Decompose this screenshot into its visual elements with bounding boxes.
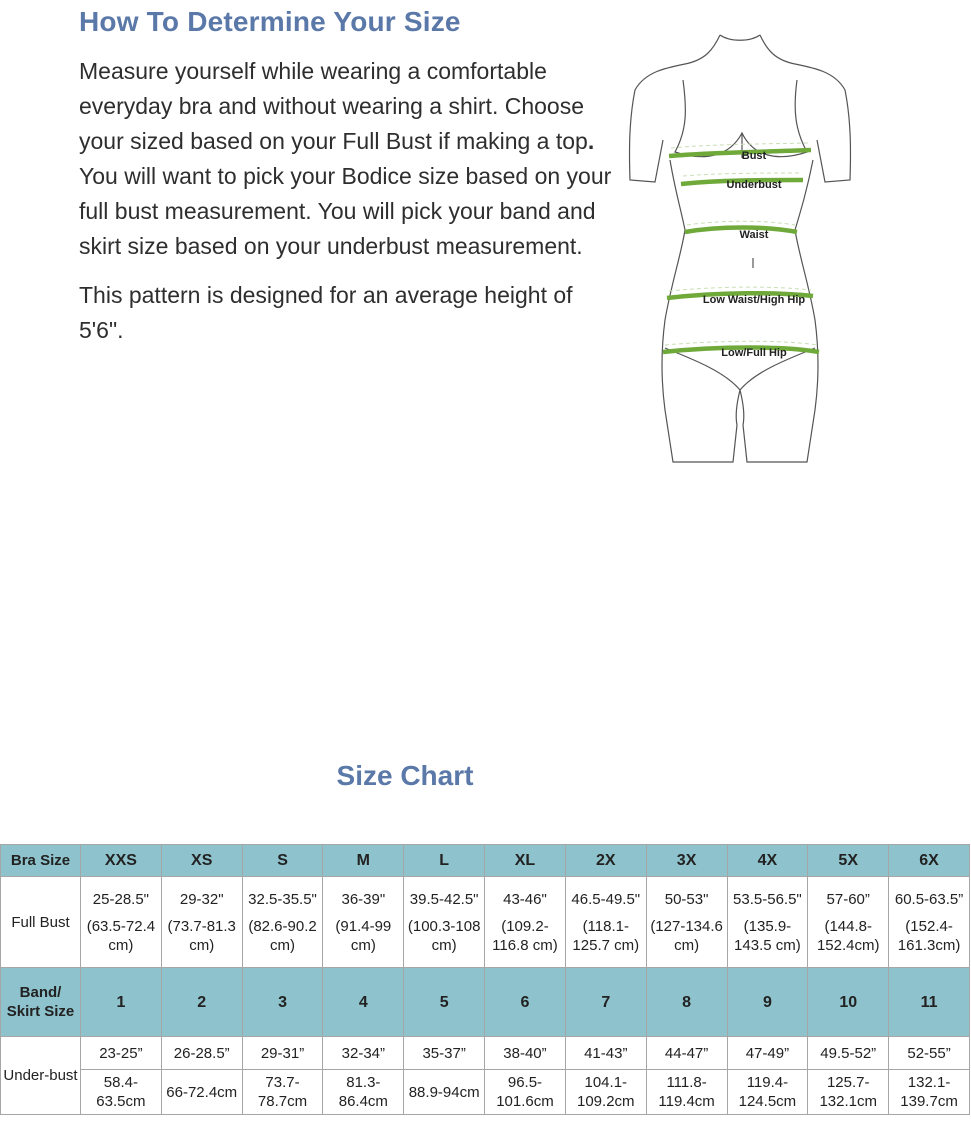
intro-text-part: Measure yourself while wearing a comfortable everyday bra and without wearing a shirt. Choose your sized based on your Full Bust if making a top xyxy=(79,58,588,154)
underbust-inches-cell: 32-34” xyxy=(323,1037,404,1070)
full-bust-cell xyxy=(485,877,566,968)
bra-size-label: Bra Size xyxy=(1,845,81,877)
underbust-cm-cell: 66-72.4cm xyxy=(161,1070,242,1115)
band-size-cell: 3 xyxy=(242,968,323,1037)
full-bust-cell xyxy=(161,877,242,968)
full-bust-cell xyxy=(808,877,889,968)
full-bust-cell xyxy=(727,877,808,968)
underbust-label: Under-bust xyxy=(1,1037,81,1115)
underbust-inches-cell: 35-37” xyxy=(404,1037,485,1070)
page-title: How To Determine Your Size xyxy=(79,6,461,37)
band-size-cell: 11 xyxy=(889,968,970,1037)
full-bust-inches: 60.5-63.5” xyxy=(894,890,964,908)
underbust-inches-cell: 29-31” xyxy=(242,1037,323,1070)
full-bust-cm: (100.3-108 cm) xyxy=(407,917,481,954)
bra-size-cell: L xyxy=(404,845,485,877)
underbust-cm-cell: 119.4-124.5cm xyxy=(727,1070,808,1115)
full-bust-cell xyxy=(889,877,970,968)
underbust-cm-cell: 111.8-119.4cm xyxy=(646,1070,727,1115)
underbust-cm-cell: 104.1-109.2cm xyxy=(565,1070,646,1115)
underbust-inches-cell: 49.5-52” xyxy=(808,1037,889,1070)
band-size-cell: 9 xyxy=(727,968,808,1037)
bra-size-cell: M xyxy=(323,845,404,877)
band-size-cell: 8 xyxy=(646,968,727,1037)
body-measurement-figure xyxy=(625,30,855,470)
band-size-cell: 4 xyxy=(323,968,404,1037)
intro-bold-part: . xyxy=(587,128,595,154)
bra-size-cell: 2X xyxy=(565,845,646,877)
full-bust-inches: 32.5-35.5" xyxy=(248,890,317,908)
label-waist: Waist xyxy=(739,229,769,241)
underbust-cm-cell: 73.7-78.7cm xyxy=(242,1070,323,1115)
bra-size-cell: 3X xyxy=(646,845,727,877)
full-bust-cell xyxy=(81,877,162,968)
full-bust-cell xyxy=(323,877,404,968)
full-bust-cm: (109.2-116.8 cm) xyxy=(492,917,558,954)
full-bust-row xyxy=(1,877,970,968)
bra-size-cell: 6X xyxy=(889,845,970,877)
bra-size-cell: 4X xyxy=(727,845,808,877)
bra-size-cell: 5X xyxy=(808,845,889,877)
full-bust-cell xyxy=(565,877,646,968)
full-bust-inches: 29-32" xyxy=(179,890,224,908)
underbust-cm-cell: 81.3-86.4cm xyxy=(323,1070,404,1115)
full-bust-cm: (63.5-72.4 cm) xyxy=(86,917,156,954)
band-skirt-row xyxy=(1,968,970,1037)
full-bust-cm: (144.8-152.4cm) xyxy=(816,917,880,954)
full-bust-cm: (73.7-81.3 cm) xyxy=(167,917,236,954)
underbust-cm-cell: 125.7-132.1cm xyxy=(808,1070,889,1115)
intro-text-part: You will want to pick your Bodice size based on your full bust measurement. You will pick your band and skirt size based on your underbust measurement. xyxy=(79,163,612,259)
full-bust-cell xyxy=(646,877,727,968)
full-bust-inches: 36-39" xyxy=(341,890,386,908)
underbust-cm-cell: 132.1-139.7cm xyxy=(889,1070,970,1115)
band-size-cell: 1 xyxy=(81,968,162,1037)
band-skirt-label: Band/ Skirt Size xyxy=(1,968,81,1037)
band-size-cell: 10 xyxy=(808,968,889,1037)
intro-text xyxy=(79,54,619,362)
label-low-waist-high-hip: Low Waist/High Hip xyxy=(702,294,806,306)
underbust-cm-cell: 96.5-101.6cm xyxy=(485,1070,566,1115)
underbust-inches-cell: 47-49” xyxy=(727,1037,808,1070)
size-chart-table xyxy=(0,844,970,1115)
full-bust-inches: 25-28.5" xyxy=(92,890,149,908)
bra-size-cell: XXS xyxy=(81,845,162,877)
full-bust-cm: (82.6-90.2 cm) xyxy=(248,917,317,954)
band-size-cell: 7 xyxy=(565,968,646,1037)
underbust-inches-cell: 44-47” xyxy=(646,1037,727,1070)
full-bust-label: Full Bust xyxy=(1,877,81,968)
full-bust-inches: 39.5-42.5" xyxy=(409,890,479,908)
bra-size-cell: S xyxy=(242,845,323,877)
full-bust-inches: 46.5-49.5" xyxy=(571,890,641,908)
underbust-inches-cell: 52-55” xyxy=(889,1037,970,1070)
band-size-cell: 5 xyxy=(404,968,485,1037)
full-bust-cm: (118.1-125.7 cm) xyxy=(572,917,640,954)
underbust-inches-row xyxy=(1,1037,970,1070)
full-bust-cm: (127-134.6 cm) xyxy=(650,917,723,954)
full-bust-inches: 50-53" xyxy=(664,890,709,908)
bra-size-cell: XS xyxy=(161,845,242,877)
size-chart-title: Size Chart xyxy=(336,760,474,791)
band-size-cell: 6 xyxy=(485,968,566,1037)
underbust-inches-cell: 26-28.5” xyxy=(161,1037,242,1070)
full-bust-cell xyxy=(242,877,323,968)
full-bust-inches: 53.5-56.5" xyxy=(733,890,802,908)
full-bust-inches: 43-46" xyxy=(503,890,547,908)
label-low-full-hip: Low/Full Hip xyxy=(721,347,787,359)
full-bust-inches: 57-60” xyxy=(826,890,870,908)
intro-paragraph-1 xyxy=(79,54,619,264)
label-bust: Bust xyxy=(741,150,767,162)
label-underbust: Underbust xyxy=(726,179,782,191)
full-bust-cm: (152.4-161.3cm) xyxy=(897,917,961,954)
intro-paragraph-2: This pattern is designed for an average height of 5'6". xyxy=(79,282,573,343)
underbust-inches-cell: 41-43” xyxy=(565,1037,646,1070)
full-bust-cell xyxy=(404,877,485,968)
bra-size-row xyxy=(1,845,970,877)
full-bust-cm: (135.9-143.5 cm) xyxy=(734,917,801,954)
bra-size-cell: XL xyxy=(485,845,566,877)
full-bust-cm: (91.4-99 cm) xyxy=(335,917,392,954)
body-outline-illustration xyxy=(625,30,855,470)
underbust-inches-cell: 38-40” xyxy=(485,1037,566,1070)
underbust-cm-cell: 58.4-63.5cm xyxy=(81,1070,162,1115)
underbust-cm-cell: 88.9-94cm xyxy=(404,1070,485,1115)
band-size-cell: 2 xyxy=(161,968,242,1037)
underbust-inches-cell: 23-25” xyxy=(81,1037,162,1070)
underbust-cm-row xyxy=(1,1070,970,1115)
